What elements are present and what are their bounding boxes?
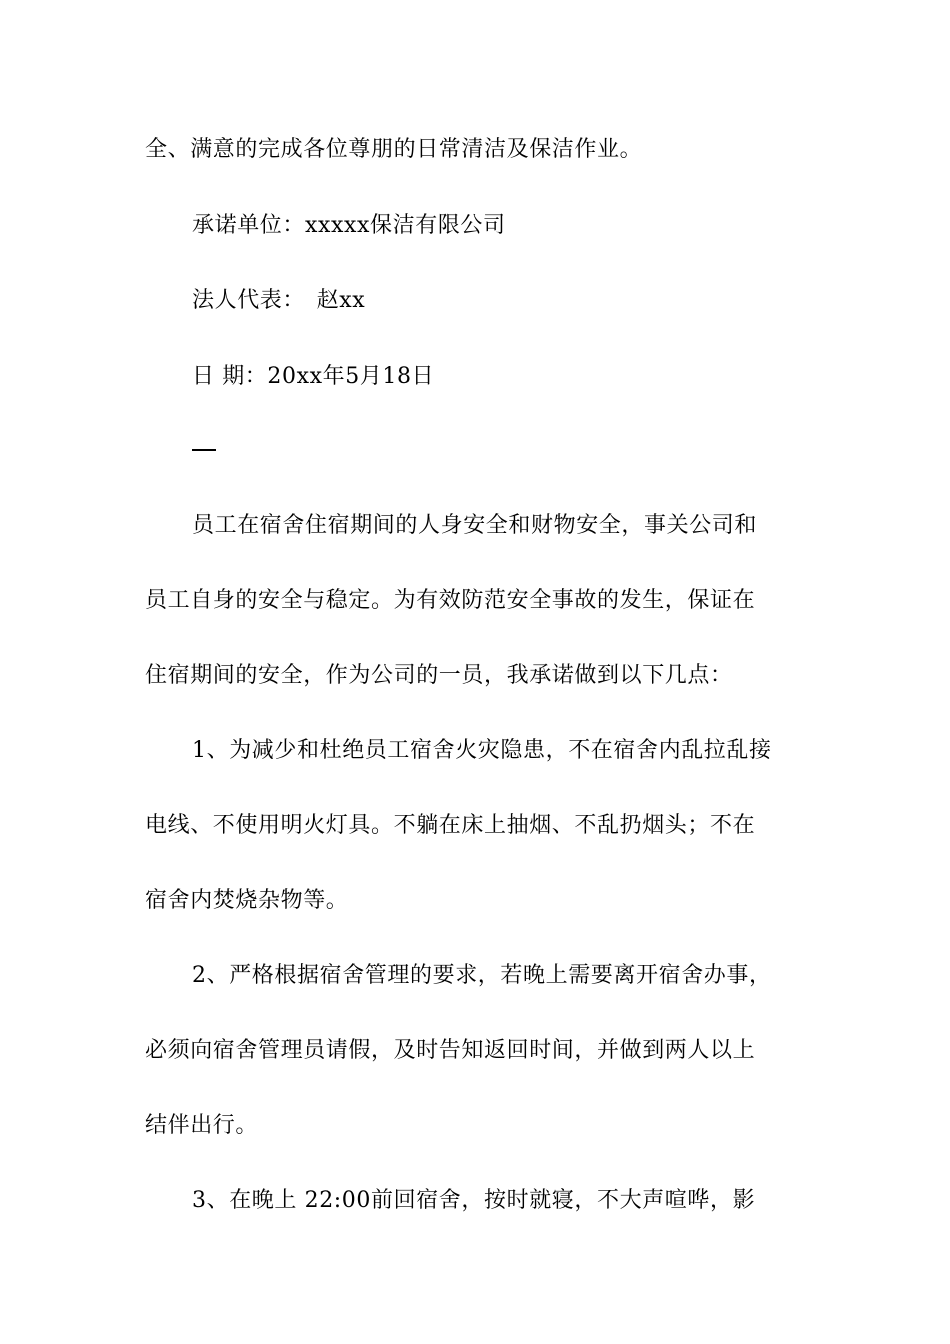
item-2-line-3: 结伴出行。 (145, 1113, 259, 1138)
paragraph-intro-line-1: 员工在宿舍住宿期间的人身安全和财物安全，事关公司和 (192, 513, 758, 538)
item-2-line-1: 2、严格根据宿舍管理的要求，若晚上需要离开宿舍办事， (192, 963, 772, 988)
section-separator-dash (192, 449, 216, 451)
item-1-line-2: 电线、不使用明火灯具。不躺在床上抽烟、不乱扔烟头；不在 (145, 813, 756, 838)
item-1-line-1: 1、为减少和杜绝员工宿舍火灾隐患，不在宿舍内乱拉乱接 (192, 738, 772, 763)
date-line: 日 期：20xx年5月18日 (192, 364, 435, 389)
paragraph-intro-line-2: 员工自身的安全与稳定。为有效防范安全事故的发生，保证在 (145, 588, 756, 613)
legal-representative-line: 法人代表： 赵xx (192, 288, 366, 313)
item-1-line-3: 宿舍内焚烧杂物等。 (145, 888, 349, 913)
text-line-1: 全、满意的完成各位尊朋的日常清洁及保洁作业。 (145, 137, 643, 162)
item-2-line-2: 必须向宿舍管理员请假，及时告知返回时间，并做到两人以上 (145, 1038, 756, 1063)
item-3-line-1: 3、在晚上 22:00前回宿舍，按时就寝，不大声喧哗，影 (192, 1188, 756, 1213)
paragraph-intro-line-3: 住宿期间的安全，作为公司的一员，我承诺做到以下几点： (145, 663, 733, 688)
promisor-unit-line: 承诺单位：xxxxx保洁有限公司 (192, 213, 506, 238)
